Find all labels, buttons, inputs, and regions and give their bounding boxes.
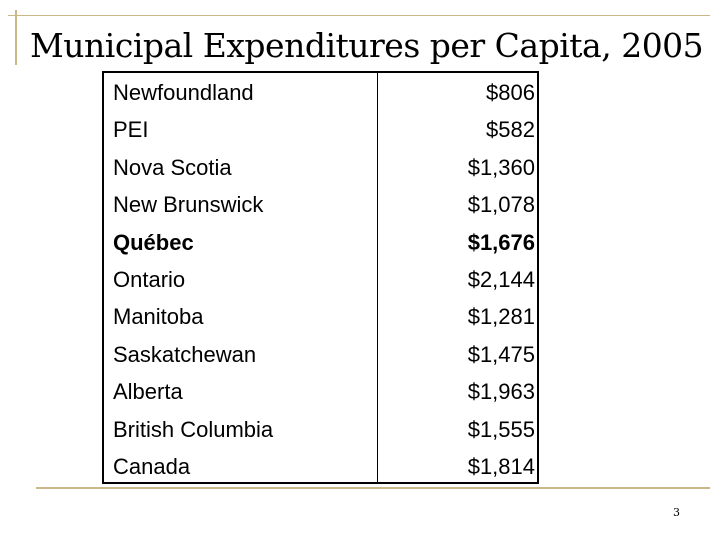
province-name: PEI: [113, 117, 149, 143]
province-name-column: [113, 74, 273, 485]
expenditure-value: $1,814: [467, 453, 535, 479]
province-name: British Columbia: [113, 416, 274, 442]
expenditure-value: $1,963: [467, 379, 535, 405]
expenditure-value: $1,360: [467, 154, 535, 180]
slide-title: Municipal Expenditures per Capita, 2005: [30, 26, 704, 65]
expenditure-value: $1,555: [467, 416, 535, 442]
province-name: Alberta: [113, 379, 183, 405]
expenditure-value: $1,078: [467, 192, 535, 218]
province-name: Manitoba: [113, 304, 204, 330]
page-number: 3: [673, 506, 680, 519]
expenditure-value: $1,475: [467, 341, 535, 367]
title-accent-horizontal-rule: [8, 15, 710, 16]
province-name-highlighted: Québec: [113, 229, 194, 255]
expenditure-value-highlighted: $1,676: [467, 229, 535, 255]
province-name: Saskatchewan: [113, 341, 257, 367]
expenditure-value-column: [380, 74, 535, 485]
province-name: New Brunswick: [113, 192, 264, 218]
expenditure-value: $806: [486, 80, 535, 105]
expenditure-value: $2,144: [467, 266, 535, 292]
title-accent-vertical-rule: [15, 10, 17, 65]
footer-accent-rule: [36, 487, 710, 489]
province-name: Nova Scotia: [113, 154, 232, 180]
table-column-divider: [377, 73, 378, 482]
expenditure-value: $582: [486, 117, 535, 143]
province-name: Newfoundland: [113, 80, 254, 105]
province-name: Ontario: [113, 266, 186, 292]
expenditure-value: $1,281: [467, 304, 535, 330]
province-name: Canada: [113, 453, 191, 479]
